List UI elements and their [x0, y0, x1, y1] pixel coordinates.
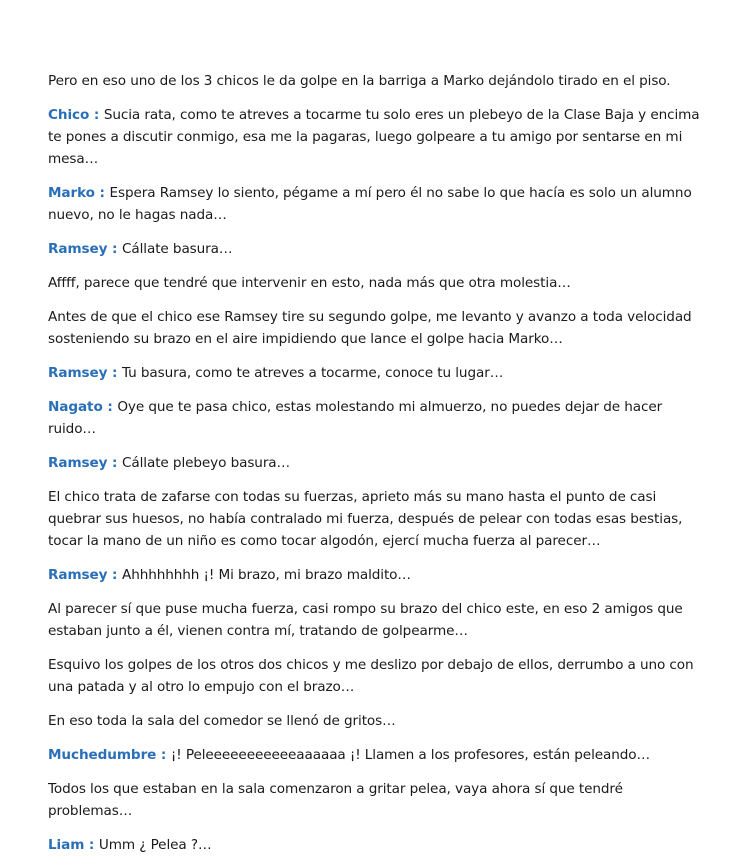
dialogue-line — [48, 362, 708, 384]
dialogue-line — [48, 182, 708, 226]
paragraph-text: ¡! Peleeeeeeeeeeeaaaaaa ¡! Llamen a los profesores, están peleando… — [170, 747, 650, 763]
speaker-name: Ramsey — [48, 365, 108, 381]
paragraph-text: Esquivo los golpes de los otros dos chicos y me deslizo por debajo de ellos, derrumbo a uno con una patada y al otro lo empujo con el brazo… — [48, 657, 694, 695]
paragraph-text: Antes de que el chico ese Ramsey tire su segundo golpe, me levanto y avanzo a toda velocidad sosteniendo su brazo en el aire impidiendo que lance el golpe hacia Marko… — [48, 309, 692, 347]
paragraph-text: En eso toda la sala del comedor se llenó de gritos… — [48, 713, 396, 729]
speaker-name: Chico — [48, 107, 90, 123]
speaker-name: Nagato — [48, 399, 103, 415]
speaker-name: Ramsey — [48, 567, 108, 583]
paragraph-text: Ahhhhhhhh ¡! Mi brazo, mi brazo maldito… — [122, 567, 411, 583]
speaker-name: Muchedumbre — [48, 747, 157, 763]
paragraph-text: Pero en eso uno de los 3 chicos le da golpe en la barriga a Marko dejándolo tirado en el piso. — [48, 73, 671, 89]
paragraph-text: Al parecer sí que puse mucha fuerza, casi rompo su brazo del chico este, en eso 2 amigos que estaban junto a él, vienen contra mí, tratando de golpearme… — [48, 601, 683, 639]
speaker-name: Marko — [48, 185, 95, 201]
dialogue-line — [48, 834, 708, 856]
speaker-name: Liam — [48, 837, 85, 853]
speaker-colon: : — [89, 107, 104, 123]
paragraph-text: Espera Ramsey lo siento, pégame a mí pero él no sabe lo que hacía es solo un alumno nuevo, no le hagas nada… — [48, 185, 692, 223]
narration-paragraph — [48, 486, 708, 552]
paragraph-text: Cállate basura… — [122, 241, 233, 257]
paragraph-text: Oye que te pasa chico, estas molestando mi almuerzo, no puedes dejar de hacer ruido… — [48, 399, 663, 437]
narration-paragraph — [48, 654, 708, 698]
dialogue-line — [48, 564, 708, 586]
paragraph-text: Sucia rata, como te atreves a tocarme tu solo eres un plebeyo de la Clase Baja y encima te pones a discutir conmigo, esa me la pagaras, luego golpeare a tu amigo por sentarse en mi mesa… — [48, 107, 700, 167]
speaker-colon: : — [102, 399, 118, 415]
paragraph-text: El chico trata de zafarse con todas su fuerzas, aprieto más su mano hasta el punto de casi quebrar sus huesos, no había contralado mi fuerza, después de pelear con todas esas bestias, tocar la mano de un niño es como tocar algodón, ejercí mucha fuerza al parecer… — [48, 489, 683, 549]
paragraph-text: Cállate plebeyo basura… — [122, 455, 291, 471]
paragraph-text: Affff, parece que tendré que intervenir en esto, nada más que otra molestia… — [48, 275, 571, 291]
paragraph-text: Todos los que estaban en la sala comenzaron a gritar pelea, vaya ahora sí que tendré problemas… — [48, 781, 623, 819]
document-body — [48, 70, 708, 868]
dialogue-line — [48, 744, 708, 766]
speaker-name: Ramsey — [48, 241, 108, 257]
speaker-colon: : — [107, 365, 122, 381]
dialogue-line — [48, 452, 708, 474]
narration-paragraph — [48, 710, 708, 732]
narration-paragraph — [48, 306, 708, 350]
dialogue-line — [48, 104, 708, 170]
paragraph-text: Tu basura, como te atreves a tocarme, conoce tu lugar… — [122, 365, 504, 381]
speaker-colon: : — [94, 185, 110, 201]
speaker-colon: : — [107, 567, 122, 583]
dialogue-line — [48, 238, 708, 260]
speaker-colon: : — [107, 455, 122, 471]
speaker-colon: : — [156, 747, 171, 763]
narration-paragraph — [48, 778, 708, 822]
speaker-colon: : — [84, 837, 99, 853]
narration-paragraph — [48, 272, 708, 294]
speaker-name: Ramsey — [48, 455, 108, 471]
dialogue-line — [48, 396, 708, 440]
narration-paragraph — [48, 598, 708, 642]
paragraph-text: Umm ¿ Pelea ?… — [98, 837, 212, 853]
narration-paragraph — [48, 70, 708, 92]
speaker-colon: : — [107, 241, 122, 257]
